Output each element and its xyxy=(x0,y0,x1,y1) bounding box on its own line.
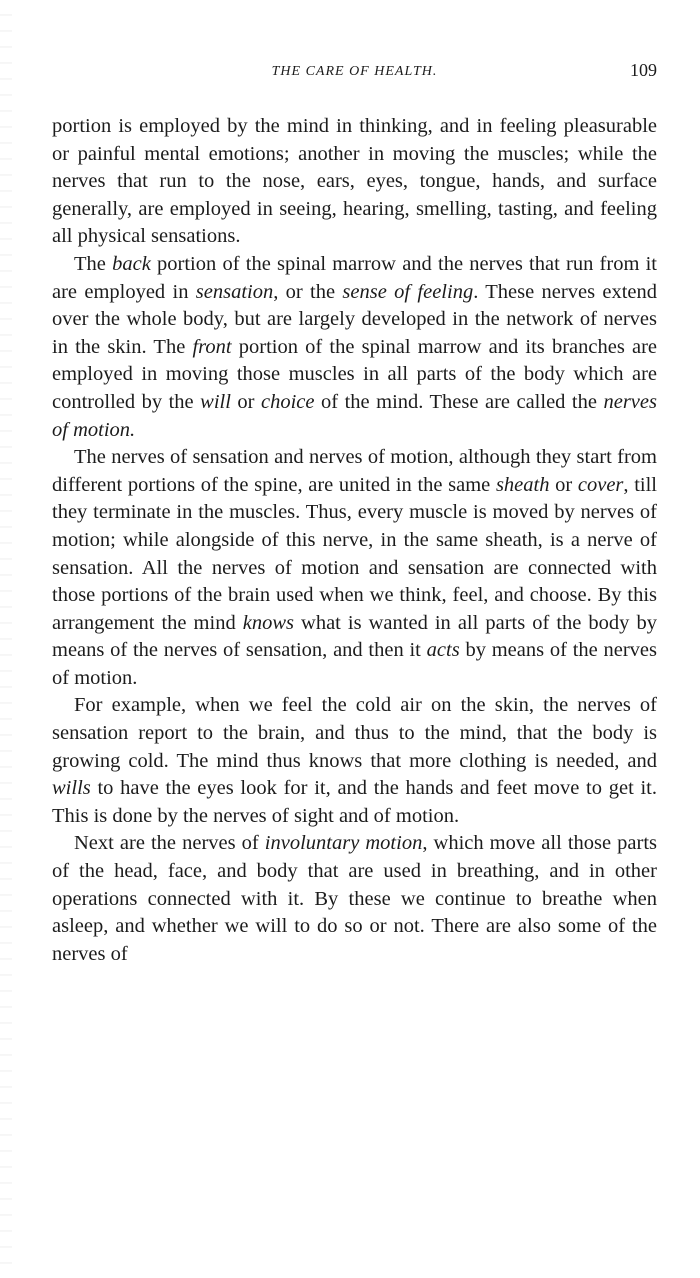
page-edge xyxy=(0,0,12,1278)
italic-text: back xyxy=(112,252,151,275)
paragraph xyxy=(52,692,657,830)
text-run: or xyxy=(549,473,578,496)
text-run: of the mind. These are called the xyxy=(314,390,604,413)
body-text xyxy=(52,113,657,968)
italic-text: cover xyxy=(577,473,624,496)
text-run: The xyxy=(74,252,113,275)
page-number: 109 xyxy=(630,60,657,80)
paragraph xyxy=(52,251,657,444)
text-run: The nerves of sensation and nerves of motion, although they start from different portions of the spine, are united in the same xyxy=(52,446,657,496)
text-run: by means of the nerves of motion. xyxy=(52,639,657,689)
italic-text: front xyxy=(192,335,232,358)
italic-text: acts xyxy=(426,639,460,662)
running-head: THE CARE OF HEALTH. xyxy=(271,64,438,79)
paragraph xyxy=(52,444,657,692)
italic-text: knows xyxy=(242,611,294,634)
text-run: . These nerves extend over the whole body, but are largely developed in the network of nerves in the skin. The xyxy=(52,280,658,358)
text-run: Next are the nerves of xyxy=(74,832,265,855)
text-run: what is wanted in all parts of the body by means of the nerves of sensation, and then it xyxy=(52,611,657,662)
text-run: portion of the spinal marrow and the nerves that run from it are employed in xyxy=(52,252,658,303)
text-run: or xyxy=(230,390,261,413)
text-run: , till they terminate in the muscles. Thus, every muscle is moved by nerves of motion; while alongside of this nerve, in the same sheath, is a nerve of sensation. All the nerves of motion and sensation are connected with those portions of the brain used when we think, feel, and choose. By this arrangement the mind xyxy=(52,473,657,634)
paragraph xyxy=(52,113,657,251)
italic-text: sheath xyxy=(495,473,550,496)
italic-text: involuntary motion xyxy=(264,832,423,855)
page-header xyxy=(52,60,657,88)
text-run: For example, when we feel the cold air on the skin, the nerves of sensation report to the brain, and thus to the mind, that the body is growing cold. The mind thus knows that more clothing is needed, and xyxy=(52,694,657,772)
text-run: to have the eyes look for it, and the hands and feet move to get it. This is done by the nerves of sight and of motion. xyxy=(52,777,657,827)
paragraph xyxy=(52,830,657,968)
text-run: , or the xyxy=(273,280,343,303)
italic-text: choice xyxy=(261,390,315,413)
italic-text: nerves of motion. xyxy=(52,390,657,441)
text-run: portion is employed by the mind in thinking, and in feeling pleasurable or painful mental emotions; another in moving the muscles; while the nerves that run to the nose, ears, eyes, tongue, hands, and surface generally, are employed in seeing, hearing, smelling, tasting, and feeling all physical sensations. xyxy=(52,115,657,248)
italic-text: will xyxy=(200,390,231,413)
italic-text: wills xyxy=(52,777,91,800)
italic-text: sensation xyxy=(195,280,274,303)
text-run: , which move all those parts of the head, face, and body that are used in breathing, and in other operations connected with it. By these we continue to breathe when asleep, and whether we will to do so or not. There are also some of the nerves of xyxy=(52,832,657,965)
italic-text: sense of feeling xyxy=(342,280,474,303)
text-run: portion of the spinal marrow and its branches are employed in moving those muscles in all parts of the body which are controlled by the xyxy=(52,335,657,413)
